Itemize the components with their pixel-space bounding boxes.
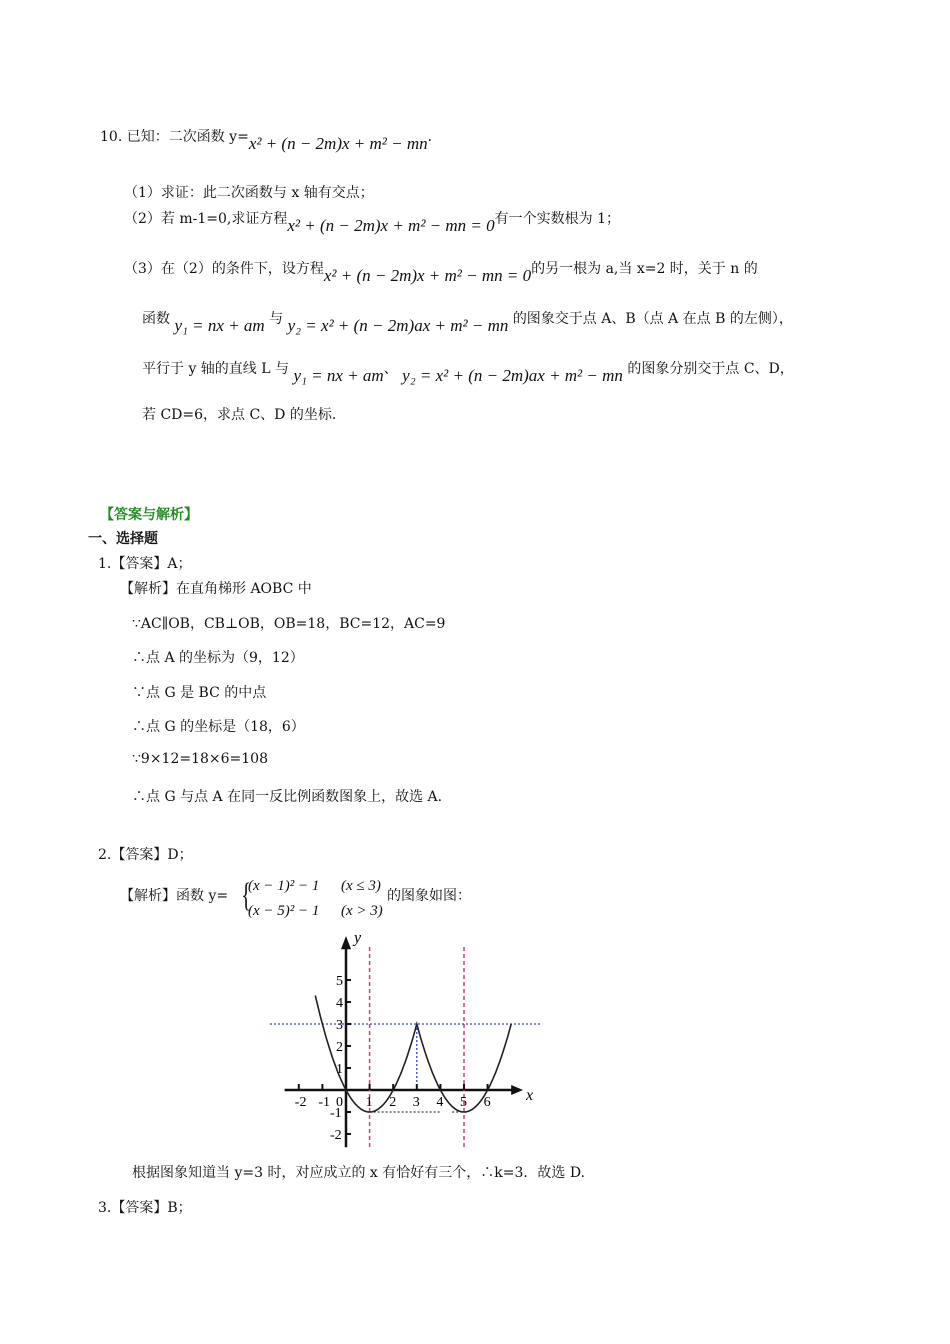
x-tick-label: 2: [389, 1095, 397, 1110]
q10-part3-line4: 若 CD=6，求点 C、D 的坐标.: [142, 407, 337, 423]
math: x² + (n − 2m)x + m² − mn: [248, 134, 428, 153]
x-tick-label: -2: [294, 1095, 307, 1110]
text: 有一个实数根为 1；: [494, 211, 621, 227]
math: y₁ = nx + am: [293, 366, 384, 385]
x-tick-label: 1: [365, 1095, 373, 1110]
brace: {: [241, 877, 252, 914]
text: 10. 已知：二次函数 y=: [100, 129, 249, 145]
a1-line: ∵AC∥OB，CB⊥OB，OB=18，BC=12，AC=9: [132, 616, 446, 632]
text: 平行于 y 轴的直线 L 与: [142, 361, 290, 377]
a2-conclusion: 根据图象知道当 y=3 时，对应成立的 x 有恰好有三个，∴k=3．故选 D.: [132, 1165, 585, 1181]
cond-1: (x ≤ 3): [341, 878, 381, 894]
a2-expl: 【解析】函数 y=: [120, 888, 229, 904]
function-graph: [270, 935, 540, 1150]
answer-2: 2.【答案】D；: [98, 847, 193, 863]
y-tick-label: -2: [330, 1128, 342, 1143]
x-axis-label: x: [526, 1087, 534, 1104]
text: 的另一根为 a,当 x=2 时，关于 n 的: [531, 261, 758, 277]
y-tick-label: 1: [336, 1062, 343, 1077]
section-heading: 一、选择题: [88, 531, 158, 547]
y-axis-label: y: [354, 935, 362, 947]
x-tick-label: -1: [318, 1095, 331, 1110]
a1-line: 【解析】在直角梯形 AOBC 中: [120, 581, 312, 597]
y-tick-label: 2: [336, 1040, 343, 1055]
text: （2）若 m-1=0,求证方程: [124, 211, 288, 227]
q10-part1: （1）求证：此二次函数与 x 轴有交点；: [124, 185, 374, 201]
a1-line: ∵点 G 是 BC 的中点: [132, 685, 267, 701]
answer-1: 1.【答案】A；: [98, 556, 192, 572]
x-tick-label: 6: [483, 1095, 491, 1110]
cond-2: (x > 3): [341, 903, 383, 919]
answer-3: 3.【答案】B；: [98, 1200, 192, 1216]
x-tick-label: 0: [336, 1095, 343, 1110]
q10-stem: [100, 126, 442, 153]
math: x² + (n − 2m)x + m² − mn = 0: [287, 216, 495, 235]
x-arrow: [511, 1085, 523, 1095]
x-tick-label: 5: [460, 1095, 467, 1110]
text: ．: [427, 129, 442, 145]
math: x² + (n − 2m)x + m² − mn = 0: [323, 266, 532, 285]
text: 与: [269, 311, 284, 327]
a1-line: ∴点 G 的坐标是（18，6）: [132, 719, 305, 735]
q10-part3-line2: [142, 308, 793, 335]
text: 的图象交于点 A、B（点 A 在点 B 的左侧），: [512, 311, 793, 327]
a2-expl-suffix: 的图象如图：: [387, 888, 471, 904]
y-tick-label: 5: [336, 974, 343, 989]
q10-part2: [124, 208, 621, 235]
a1-line: ∴点 A 的坐标为（9，12）: [132, 650, 304, 666]
q10-part3-line3: [142, 358, 794, 385]
y-tick-label: 3: [336, 1018, 343, 1033]
math: y₂ = x² + (n − 2m)ax + m² − mn: [287, 316, 509, 335]
text: 、: [383, 361, 398, 377]
x-tick-label: 4: [436, 1095, 444, 1110]
text: （3）在（2）的条件下，设方程: [124, 261, 324, 277]
math: y₂ = x² + (n − 2m)ax + m² − mn: [402, 366, 623, 385]
math: y₁ = nx + am: [174, 316, 265, 335]
a1-line: ∵9×12=18×6=108: [132, 751, 268, 767]
a1-line: ∴点 G 与点 A 在同一反比例函数图象上，故选 A.: [132, 789, 443, 805]
text: 函数: [142, 311, 170, 327]
x-tick-label: 3: [412, 1095, 420, 1110]
case-1: (x − 1)² − 1: [248, 878, 320, 894]
y-arrow: [341, 936, 351, 949]
text: 的图象分别交于点 C、D，: [627, 361, 794, 377]
q10-part3: [124, 258, 758, 285]
y-tick-label: -1: [330, 1106, 342, 1121]
answers-heading: 【答案与解析】: [100, 507, 198, 523]
y-tick-label: 4: [336, 996, 343, 1011]
case-2: (x − 5)² − 1: [248, 903, 320, 919]
